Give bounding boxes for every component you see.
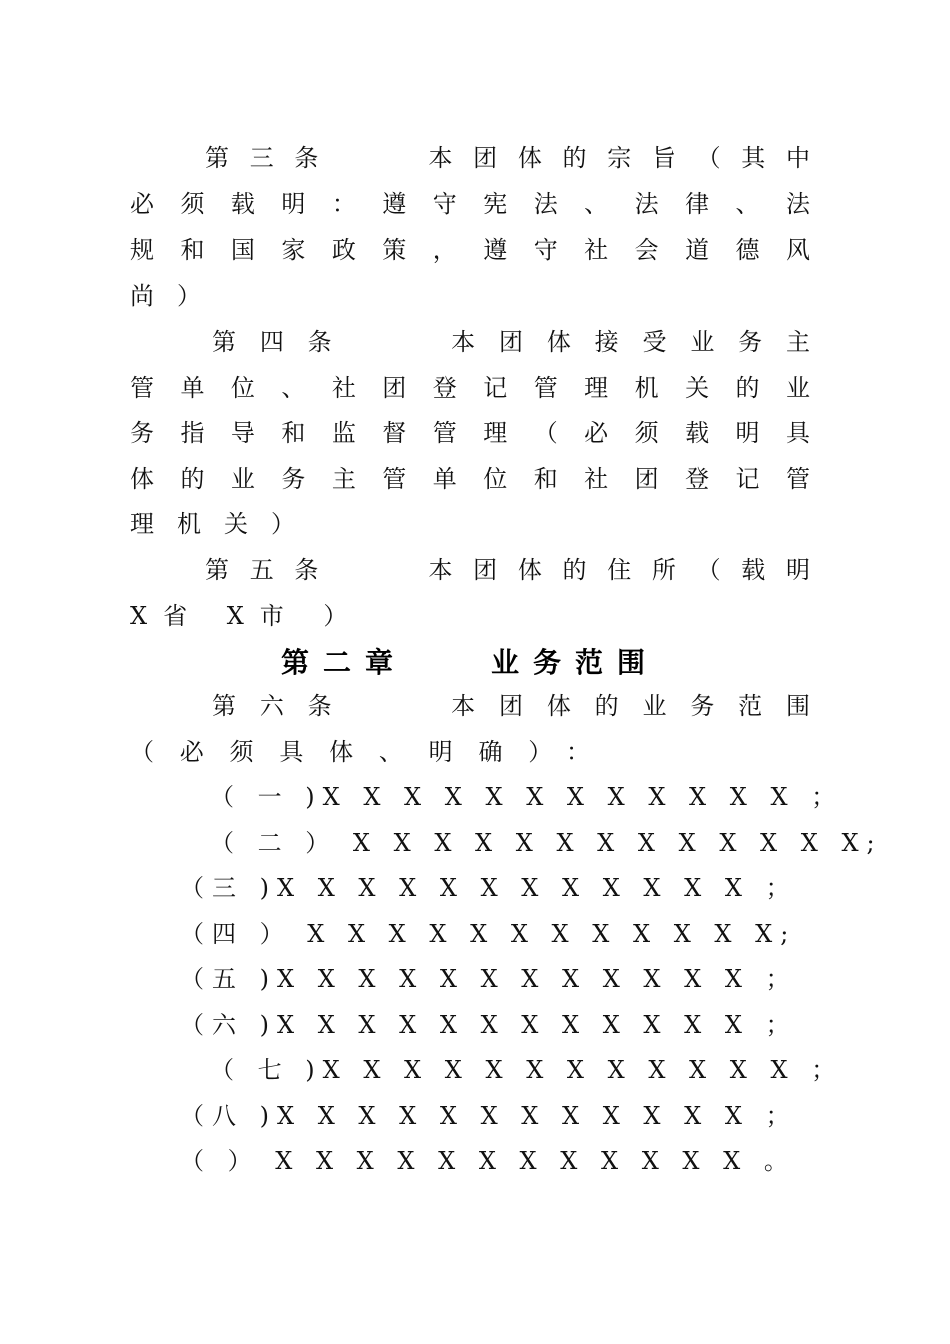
scope-item: （四 ） X X X X X X X X X X X X;: [180, 920, 797, 948]
scope-item: （ 二 ） X X X X X X X X X X X X X;: [210, 829, 883, 857]
article-4-line-4: 体的业务主管单位和社团登记管: [130, 465, 810, 493]
scope-item: （六 )X X X X X X X X X X X X ；: [180, 1011, 798, 1039]
scope-item: （ ） X X X X X X X X X X X X 。: [180, 1147, 796, 1175]
article-4-line-5: 理机关）: [130, 510, 318, 538]
article-3-line-2: 必须载明：遵守宪法、法律、法: [130, 190, 810, 218]
article-3-line-4: 尚）: [130, 282, 224, 310]
article-6-line-1: 第六条 本团体的业务范围: [212, 692, 810, 720]
scope-item: （ 一 )X X X X X X X X X X X X ；: [210, 783, 844, 811]
article-4-line-1: 第四条 本团体接受业务主: [212, 328, 810, 356]
article-4-line-3: 务指导和监督管理（必须载明具: [130, 419, 810, 447]
article-3-line-1: 第三条 本团体的宗旨（其中: [205, 144, 810, 172]
article-6-line-2: （必须具体、明确）：: [130, 738, 590, 766]
scope-item: （五 )X X X X X X X X X X X X ；: [180, 965, 798, 993]
scope-item: （ 七 )X X X X X X X X X X X X ；: [210, 1056, 844, 1084]
article-5-line-2: X省 X市 ）: [130, 602, 364, 630]
article-3-line-3: 规和国家政策，遵守社会道德风: [130, 236, 810, 264]
scope-item: （八 )X X X X X X X X X X X X ；: [180, 1102, 798, 1130]
article-5-line-1: 第五条 本团体的住所（载明: [205, 556, 810, 584]
chapter-title: 第二章 业务范围: [280, 646, 659, 679]
article-4-line-2: 管单位、社团登记管理机关的业: [130, 374, 810, 402]
scope-item: （三 )X X X X X X X X X X X X ；: [180, 874, 798, 902]
